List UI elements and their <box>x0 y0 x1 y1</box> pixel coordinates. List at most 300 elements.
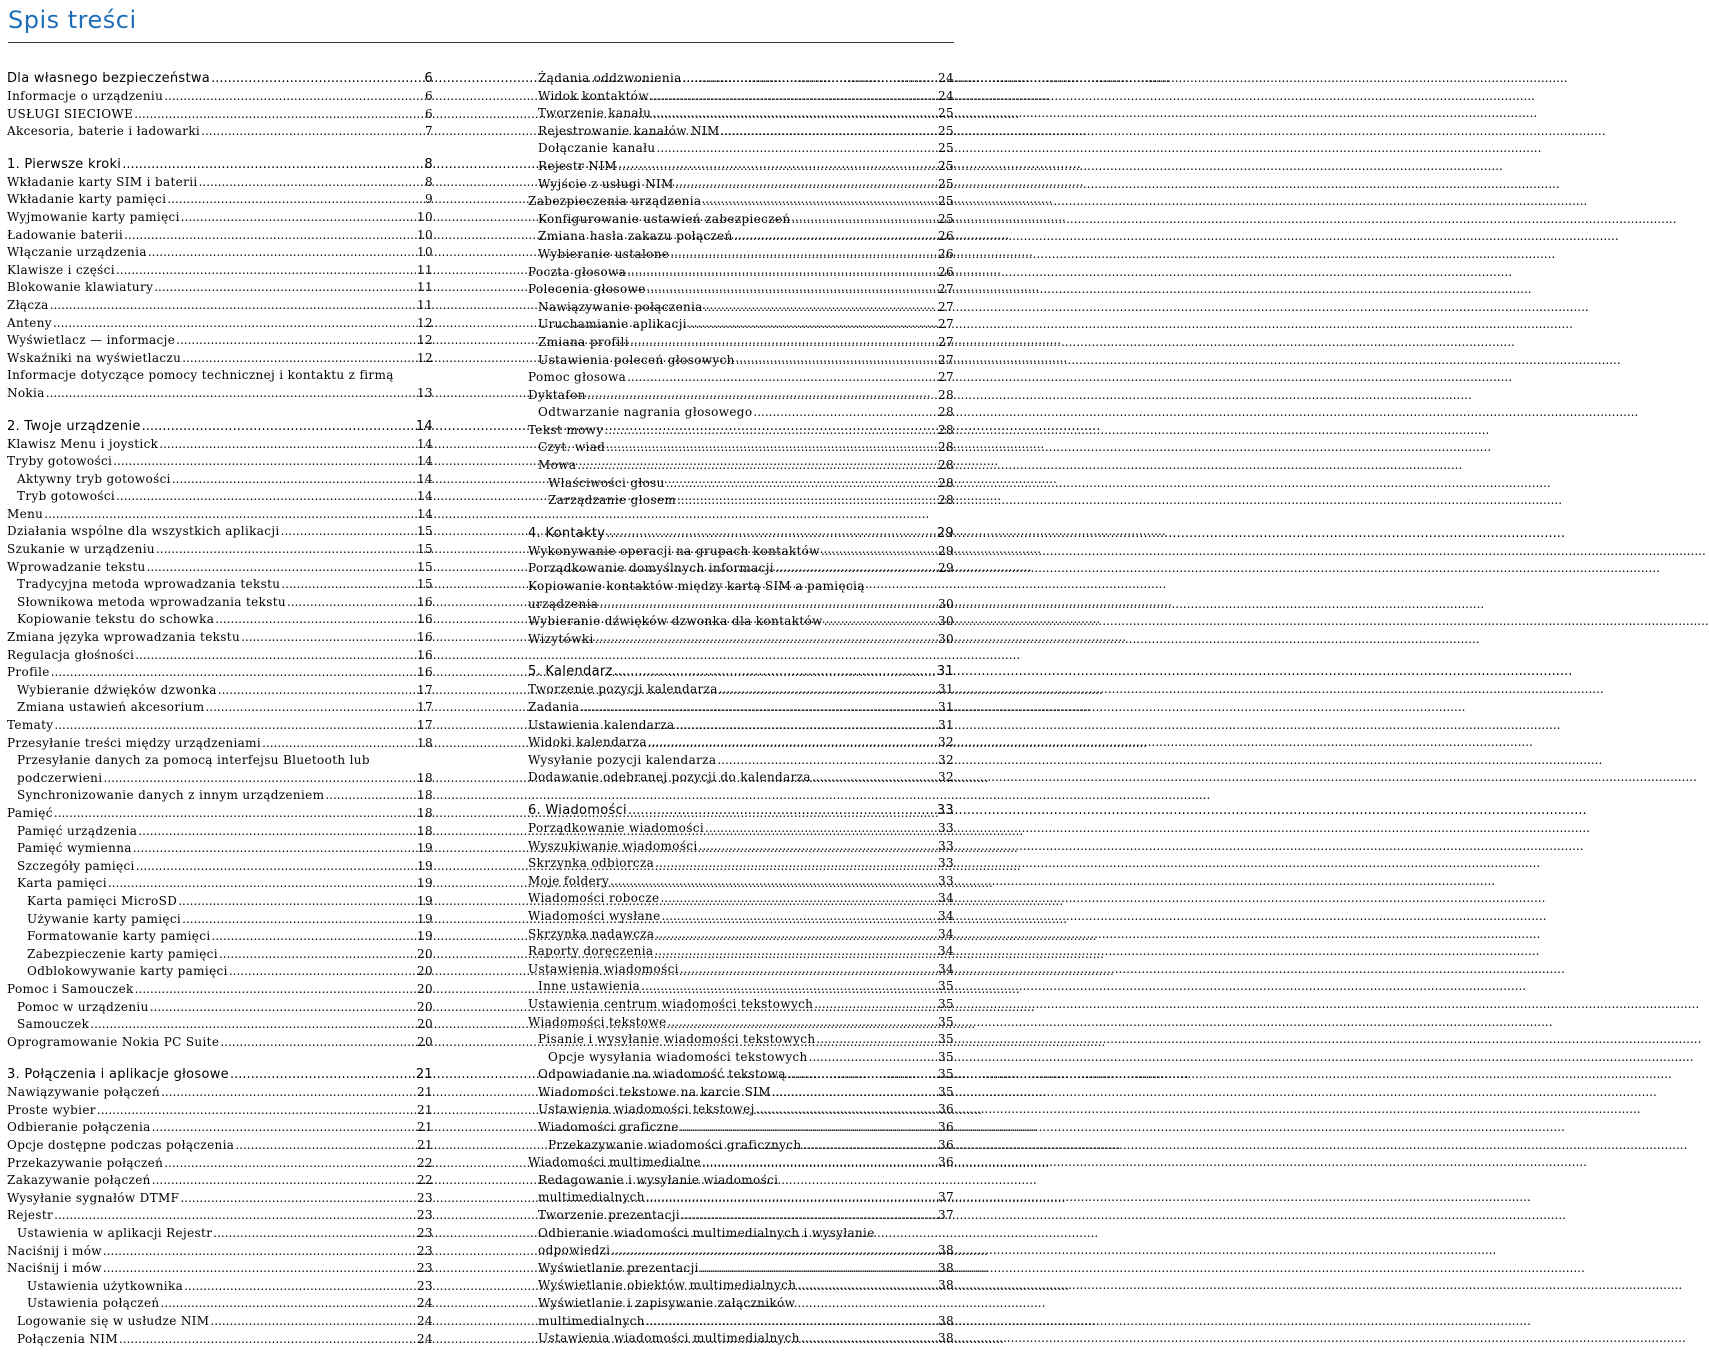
toc-entry-label: 5. Kalendarz <box>528 664 613 680</box>
toc-leader-dots <box>116 488 416 506</box>
toc-entry[interactable] <box>7 1225 433 1243</box>
toc-leader-dots <box>51 664 416 682</box>
toc-page-number: 35 <box>938 1067 954 1082</box>
toc-leader-dots <box>103 770 416 788</box>
toc-entry[interactable] <box>7 1278 433 1296</box>
toc-leader-dots <box>618 158 937 176</box>
toc-page-number: 14 <box>417 454 433 469</box>
toc-entry[interactable] <box>7 1084 433 1102</box>
toc-right-column <box>528 70 954 1348</box>
toc-entry[interactable] <box>7 1260 433 1278</box>
toc-page-number: 6 <box>424 71 433 86</box>
toc-entry[interactable] <box>7 209 433 227</box>
toc-page-number: 21 <box>417 1138 433 1153</box>
toc-entry[interactable] <box>528 1031 954 1049</box>
toc-entry[interactable] <box>528 1066 954 1084</box>
toc-page-number: 35 <box>938 979 954 994</box>
toc-entry-label-continued: multimedialnych <box>538 1313 645 1328</box>
toc-entry-label: Właściwości głosu <box>548 475 665 490</box>
toc-page-number: 15 <box>417 542 433 557</box>
toc-entry[interactable] <box>528 369 954 387</box>
toc-entry[interactable] <box>528 246 954 264</box>
toc-entry[interactable] <box>528 299 954 317</box>
toc-entry[interactable] <box>528 1207 954 1225</box>
toc-page-number: 12 <box>417 350 433 365</box>
toc-entry[interactable] <box>7 262 433 280</box>
toc-page-number: 31 <box>936 664 954 680</box>
toc-page-number: 25 <box>938 106 954 121</box>
toc-leader-dots <box>611 1242 937 1260</box>
toc-entry[interactable] <box>528 1260 954 1278</box>
toc-entry[interactable] <box>7 123 433 141</box>
toc-entry-label: Przekazywanie połączeń <box>7 1155 164 1170</box>
toc-entry-label: Opcje dostępne podczas połączenia <box>7 1138 235 1153</box>
toc-page-number: 26 <box>938 264 954 279</box>
toc-entry[interactable] <box>7 350 433 368</box>
toc-entry[interactable] <box>7 893 433 911</box>
toc-leader-dots <box>262 735 416 753</box>
toc-entry[interactable] <box>7 506 433 524</box>
toc-entry-label: Raporty doręczenia <box>528 944 654 959</box>
toc-page-number: 18 <box>417 805 433 820</box>
toc-entry[interactable] <box>7 1331 433 1349</box>
toc-page-number: 9 <box>425 192 433 207</box>
toc-page-number: 27 <box>938 317 954 332</box>
toc-leader-dots <box>201 123 424 141</box>
toc-entry[interactable] <box>528 88 954 106</box>
toc-entry[interactable] <box>528 1225 954 1260</box>
toc-entry[interactable] <box>528 855 954 873</box>
toc-entry[interactable] <box>528 543 954 561</box>
toc-page-number: 33 <box>938 856 954 871</box>
toc-entry[interactable] <box>7 647 433 665</box>
toc-leader-dots <box>156 541 416 559</box>
toc-leader-dots <box>587 387 937 405</box>
toc-leader-dots <box>812 769 937 787</box>
toc-entry[interactable] <box>7 858 433 876</box>
toc-entry-label: Wiadomości multimedialne <box>528 1155 701 1170</box>
toc-leader-dots <box>325 787 416 805</box>
toc-entry-label: Pamięć wymienna <box>17 841 132 856</box>
toc-entry[interactable] <box>7 981 433 999</box>
toc-entry-label: Ustawienia wiadomości tekstowej <box>538 1102 755 1117</box>
toc-entry[interactable] <box>7 367 433 402</box>
toc-leader-dots <box>606 439 937 457</box>
toc-entry-label: Szukanie w urządzeniu <box>7 542 155 557</box>
toc-entry[interactable] <box>7 191 433 209</box>
toc-entry-label: Zmiana hasła zakazu połączeń <box>538 229 733 244</box>
toc-leader-dots <box>702 1154 937 1172</box>
toc-entry[interactable] <box>528 961 954 979</box>
toc-chapter-entry[interactable] <box>7 70 433 88</box>
toc-entry[interactable] <box>528 176 954 194</box>
toc-page-number: 16 <box>417 630 433 645</box>
toc-page-number: 12 <box>417 315 433 330</box>
toc-entry[interactable] <box>528 457 954 475</box>
toc-entry[interactable] <box>7 227 433 245</box>
toc-page-number: 34 <box>938 908 954 923</box>
toc-leader-dots <box>229 963 416 981</box>
toc-entry[interactable] <box>7 436 433 454</box>
toc-page-number: 27 <box>938 299 954 314</box>
toc-entry[interactable] <box>528 1119 954 1137</box>
toc-entry-label: Karta pamięci MicroSD <box>27 893 178 908</box>
toc-page-number: 23 <box>417 1226 433 1241</box>
toc-entry[interactable] <box>528 890 954 908</box>
toc-leader-dots <box>172 471 416 489</box>
toc-page-number: 20 <box>417 981 433 996</box>
toc-entry[interactable] <box>7 611 433 629</box>
toc-entry-label: Profile <box>7 665 50 680</box>
toc-entry[interactable] <box>7 279 433 297</box>
toc-entry-label: Dołączanie kanału <box>538 141 656 156</box>
toc-page-number: 24 <box>938 88 954 103</box>
toc-leader-dots <box>662 908 937 926</box>
toc-chapter-entry[interactable] <box>7 156 433 174</box>
toc-leader-dots <box>199 174 424 192</box>
toc-leader-dots <box>124 227 416 245</box>
toc-entry-label: Przekazywanie wiadomości graficznych <box>548 1137 802 1152</box>
toc-leader-dots <box>287 594 416 612</box>
toc-entry-label: Polecenia głosowe <box>528 282 646 297</box>
toc-leader-dots <box>595 631 937 649</box>
toc-entry[interactable] <box>7 332 433 350</box>
toc-entry[interactable] <box>528 1295 954 1330</box>
toc-leader-dots <box>210 1313 416 1331</box>
toc-entry[interactable] <box>7 1313 433 1331</box>
toc-entry-label: Wyświetlacz — informacje <box>7 333 176 348</box>
toc-entry[interactable] <box>528 631 954 649</box>
toc-entry[interactable] <box>7 106 433 124</box>
toc-entry[interactable] <box>7 928 433 946</box>
toc-entry[interactable] <box>528 613 954 631</box>
toc-leader-dots <box>154 279 416 297</box>
toc-entry-label: Tworzenie prezentacji <box>538 1208 680 1223</box>
toc-page-number: 14 <box>417 436 433 451</box>
toc-entry[interactable] <box>528 1330 954 1348</box>
toc-entry[interactable] <box>528 1014 954 1032</box>
toc-entry[interactable] <box>528 926 954 944</box>
toc-leader-dots <box>219 946 416 964</box>
toc-entry[interactable] <box>528 578 954 613</box>
toc-entry[interactable] <box>528 1084 954 1102</box>
toc-entry[interactable] <box>528 996 954 1014</box>
toc-page-number: 31 <box>938 700 954 714</box>
toc-entry[interactable] <box>7 244 433 262</box>
toc-leader-dots <box>677 492 937 510</box>
toc-leader-dots <box>656 140 937 158</box>
toc-entry[interactable] <box>528 1277 954 1295</box>
toc-leader-dots <box>680 1119 937 1137</box>
toc-entry[interactable] <box>7 1172 433 1190</box>
toc-entry-label-continued: Nokia <box>7 385 45 400</box>
toc-entry-label: Odbieranie wiadomości multimedialnych i wysyłanie <box>538 1225 875 1240</box>
toc-entry[interactable] <box>528 820 954 838</box>
toc-entry-label: Oprogramowanie Nokia PC Suite <box>7 1034 220 1049</box>
toc-entry[interactable] <box>7 1119 433 1137</box>
toc-entry[interactable] <box>528 123 954 141</box>
toc-leader-dots <box>138 823 416 841</box>
toc-page-number: 20 <box>417 1034 433 1049</box>
toc-entry[interactable] <box>7 541 433 559</box>
toc-entry[interactable] <box>7 717 433 735</box>
toc-entry[interactable] <box>7 840 433 858</box>
toc-entry[interactable] <box>528 734 954 752</box>
toc-leader-dots <box>791 211 937 229</box>
toc-entry[interactable] <box>528 1101 954 1119</box>
toc-entry-label: Widoki kalendarza <box>528 735 647 750</box>
toc-page-number: 28 <box>938 422 954 437</box>
toc-entry[interactable] <box>7 315 433 333</box>
toc-leader-dots <box>736 352 937 370</box>
toc-entry-label: Wskaźniki na wyświetlaczu <box>7 350 182 365</box>
toc-page-number: 37 <box>938 1190 954 1205</box>
toc-entry-label: Tekst mowy <box>528 422 604 437</box>
toc-entry[interactable] <box>528 752 954 770</box>
toc-leader-dots <box>176 332 416 350</box>
toc-entry-label: Synchronizowanie danych z innym urządzeniem <box>17 788 325 803</box>
toc-entry[interactable] <box>528 70 954 88</box>
toc-leader-dots <box>641 978 937 996</box>
toc-entry[interactable] <box>7 453 433 471</box>
toc-page-number: 25 <box>938 176 954 191</box>
toc-entry[interactable] <box>528 422 954 440</box>
toc-leader-dots <box>205 699 416 717</box>
toc-entry[interactable] <box>7 787 433 805</box>
toc-page-number: 14 <box>415 418 433 434</box>
toc-leader-dots <box>628 802 936 820</box>
toc-leader-dots <box>721 123 937 141</box>
toc-leader-dots <box>281 576 416 594</box>
toc-leader-dots <box>152 1172 416 1190</box>
toc-page-number: 22 <box>417 1155 433 1170</box>
toc-leader-dots <box>688 316 937 334</box>
toc-entry-label: Odblokowywanie karty pamięci <box>27 964 228 979</box>
toc-chapter-entry[interactable] <box>7 418 433 436</box>
toc-entry[interactable] <box>528 439 954 457</box>
toc-entry-label: Anteny <box>7 315 52 330</box>
toc-entry-label: Ustawienia kalendarza <box>528 717 675 732</box>
toc-leader-dots <box>797 1277 937 1295</box>
toc-chapter-entry[interactable] <box>528 525 954 543</box>
toc-page-number: 18 <box>417 788 433 803</box>
toc-page-number: 38 <box>938 1331 954 1346</box>
toc-leader-dots <box>122 156 423 174</box>
toc-entry-label: Wiadomości robocze <box>528 891 660 906</box>
toc-entry-label: Odbieranie połączenia <box>7 1120 151 1135</box>
toc-chapter-entry[interactable] <box>528 802 954 820</box>
toc-entry-label: Pamięć urządzenia <box>17 823 138 838</box>
toc-leader-dots <box>753 404 937 422</box>
toc-entry-label: Ustawienia poleceń głosowych <box>538 352 735 367</box>
toc-page-number: 24 <box>938 71 954 85</box>
toc-page-number: 31 <box>938 717 954 732</box>
toc-entry[interactable] <box>528 978 954 996</box>
toc-page-number: 20 <box>417 946 433 961</box>
toc-entry-label: Rejestr <box>7 1208 54 1223</box>
toc-page-number: 38 <box>938 1243 954 1258</box>
toc-leader-dots <box>44 506 416 524</box>
toc-entry[interactable] <box>528 717 954 735</box>
toc-entry[interactable] <box>528 838 954 856</box>
toc-page-number: 15 <box>417 577 433 592</box>
toc-entry[interactable] <box>7 629 433 647</box>
toc-entry[interactable] <box>7 559 433 577</box>
toc-entry[interactable] <box>7 1155 433 1173</box>
toc-entry[interactable] <box>7 735 433 753</box>
toc-entry[interactable] <box>528 873 954 891</box>
toc-entry[interactable] <box>528 352 954 370</box>
toc-entry[interactable] <box>528 492 954 510</box>
toc-leader-dots <box>680 961 937 979</box>
toc-entry[interactable] <box>528 211 954 229</box>
toc-entry[interactable] <box>7 699 433 717</box>
toc-entry[interactable] <box>7 576 433 594</box>
toc-leader-dots <box>152 1119 416 1137</box>
toc-entry-label: Pomoc w urządzeniu <box>17 999 149 1014</box>
toc-entry[interactable] <box>528 1049 954 1067</box>
toc-entry[interactable] <box>7 1137 433 1155</box>
toc-entry[interactable] <box>7 999 433 1017</box>
toc-entry[interactable] <box>7 946 433 964</box>
toc-entry[interactable] <box>7 875 433 893</box>
toc-entry[interactable] <box>528 228 954 246</box>
toc-entry[interactable] <box>7 594 433 612</box>
toc-leader-dots <box>614 663 936 681</box>
toc-leader-dots <box>134 106 424 124</box>
toc-leader-dots <box>801 1330 937 1348</box>
toc-leader-dots <box>699 838 937 856</box>
toc-entry[interactable] <box>7 1295 433 1313</box>
page-title: Spis treści <box>8 6 137 34</box>
toc-entry[interactable] <box>528 105 954 123</box>
toc-page-number: 27 <box>938 352 954 367</box>
toc-leader-dots <box>220 1034 416 1052</box>
toc-page-number: 17 <box>417 682 433 697</box>
toc-entry[interactable] <box>528 699 954 717</box>
toc-entry-label: Naciśnij i mów <box>7 1243 102 1258</box>
toc-entry[interactable] <box>7 1190 433 1208</box>
toc-page-number: 20 <box>417 964 433 979</box>
toc-page-number: 33 <box>938 820 954 835</box>
toc-entry[interactable] <box>7 664 433 682</box>
toc-entry[interactable] <box>528 404 954 422</box>
toc-page-number: 11 <box>417 262 433 277</box>
toc-entry[interactable] <box>7 297 433 315</box>
toc-entry-label: Informacje dotyczące pomocy technicznej i kontaktu z firmą <box>7 368 394 383</box>
toc-entry[interactable] <box>528 316 954 334</box>
toc-entry-label: Porządkowanie domyślnych informacji <box>528 561 774 576</box>
toc-entry-label: Zabezpieczenie karty pamięci <box>27 946 218 961</box>
toc-entry[interactable] <box>7 523 433 541</box>
toc-page-number: 26 <box>938 229 954 244</box>
toc-page-number: 26 <box>938 246 954 261</box>
toc-leader-dots <box>182 911 416 929</box>
toc-page-number: 29 <box>936 525 954 541</box>
toc-leader-dots <box>181 209 416 227</box>
toc-entry-label: Wizytówki <box>528 631 594 646</box>
toc-entry-label: Wiadomości graficzne <box>538 1120 679 1135</box>
toc-entry[interactable] <box>528 1137 954 1155</box>
toc-entry-label: Formatowanie karty pamięci <box>27 929 211 944</box>
toc-entry-label: 4. Kontakty <box>528 525 606 541</box>
toc-entry-label: Opcje wysyłania wiadomości tekstowych <box>548 1049 808 1064</box>
toc-entry[interactable] <box>7 752 433 787</box>
toc-entry[interactable] <box>7 963 433 981</box>
toc-entry-label: Inne ustawienia <box>538 979 641 994</box>
toc-page-number: 33 <box>938 873 954 888</box>
toc-entry-label: Klawisz Menu i joystick <box>7 436 159 451</box>
toc-entry[interactable] <box>528 281 954 299</box>
toc-entry[interactable] <box>7 911 433 929</box>
toc-leader-dots <box>668 1014 937 1032</box>
toc-page-number: 15 <box>417 559 433 574</box>
toc-leader-dots <box>610 873 937 891</box>
toc-entry[interactable] <box>7 682 433 700</box>
toc-leader-dots <box>666 475 937 493</box>
toc-entry[interactable] <box>528 387 954 405</box>
toc-entry[interactable] <box>7 471 433 489</box>
toc-entry-label: USŁUGI SIECIOWE <box>7 106 134 121</box>
toc-entry[interactable] <box>7 174 433 192</box>
toc-page-number: 28 <box>938 475 954 490</box>
toc-page-number: 37 <box>938 1208 954 1223</box>
toc-chapter-entry[interactable] <box>528 663 954 681</box>
toc-entry[interactable] <box>528 769 954 787</box>
toc-entry[interactable] <box>528 908 954 926</box>
toc-entry[interactable] <box>528 475 954 493</box>
toc-leader-dots <box>136 858 416 876</box>
toc-page-number: 24 <box>417 1331 433 1346</box>
toc-entry[interactable] <box>7 1207 433 1225</box>
toc-leader-dots <box>90 1016 416 1034</box>
toc-page-number: 6 <box>425 89 433 103</box>
toc-entry[interactable] <box>528 334 954 352</box>
toc-page-number: 38 <box>938 1260 954 1275</box>
toc-entry-label: Pamięć <box>7 805 53 820</box>
toc-entry[interactable] <box>528 158 954 176</box>
toc-entry-label: Wyświetlanie prezentacji <box>538 1260 699 1275</box>
toc-entry[interactable] <box>528 140 954 158</box>
toc-entry-label: Wkładanie karty SIM i baterii <box>7 174 198 189</box>
toc-chapter-entry[interactable] <box>7 1066 433 1084</box>
toc-leader-dots <box>160 1295 416 1313</box>
toc-entry[interactable] <box>528 264 954 282</box>
toc-entry-label: Tworzenie kanału <box>538 106 652 121</box>
toc-entry[interactable] <box>7 1016 433 1034</box>
toc-page-number: 28 <box>938 440 954 455</box>
toc-entry[interactable] <box>528 1172 954 1207</box>
toc-entry[interactable] <box>528 943 954 961</box>
toc-entry[interactable] <box>7 88 433 106</box>
toc-page-number: 35 <box>938 1032 954 1047</box>
toc-leader-dots <box>108 875 416 893</box>
toc-entry[interactable] <box>7 1243 433 1261</box>
toc-entry[interactable] <box>7 488 433 506</box>
toc-entry[interactable] <box>7 805 433 823</box>
toc-entry[interactable] <box>528 1154 954 1172</box>
toc-page-number: 27 <box>938 370 954 385</box>
toc-entry-label: Ustawienia połączeń <box>27 1296 160 1311</box>
toc-entry[interactable] <box>528 193 954 211</box>
toc-entry[interactable] <box>7 1102 433 1120</box>
toc-entry-label: 1. Pierwsze kroki <box>7 156 122 172</box>
toc-entry[interactable] <box>7 1034 433 1052</box>
toc-entry[interactable] <box>528 681 954 699</box>
toc-entry[interactable] <box>7 823 433 841</box>
toc-leader-dots <box>178 893 416 911</box>
toc-entry[interactable] <box>528 560 954 578</box>
